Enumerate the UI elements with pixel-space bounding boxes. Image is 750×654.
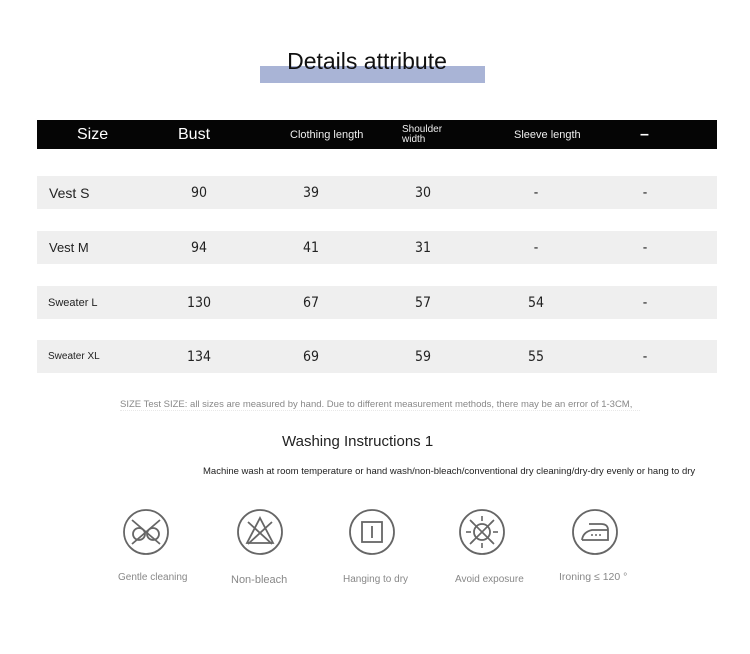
header-clothing-length: Clothing length <box>290 128 364 141</box>
table-header <box>37 120 717 149</box>
row-sleeve-length: - <box>533 184 539 201</box>
avoid-exposure-icon <box>458 508 506 556</box>
header-size: Size <box>77 125 109 143</box>
header-sleeve-length: Sleeve length <box>514 128 581 141</box>
row-bust: 94 <box>190 239 208 256</box>
row-extra: - <box>642 239 648 256</box>
row-size: Sweater XL <box>48 351 100 362</box>
row-bust: 130 <box>186 294 212 311</box>
header-shoulder-width <box>402 120 442 149</box>
washing-title: Washing Instructions 1 <box>282 433 434 450</box>
table-row <box>37 176 717 209</box>
row-clothing-length: 69 <box>302 348 320 365</box>
row-clothing-length: 67 <box>302 294 320 311</box>
divider <box>120 410 640 415</box>
row-shoulder-width: 31 <box>414 239 432 256</box>
row-extra: - <box>642 348 648 365</box>
avoid-exposure-label: Avoid exposure <box>455 574 524 585</box>
ironing-label: Ironing ≤ 120 ° <box>559 571 628 583</box>
table-row <box>37 231 717 264</box>
row-shoulder-width: 59 <box>414 348 432 365</box>
header-shoulder-width-line2: width <box>402 133 426 145</box>
gentle-cleaning-label: Gentle cleaning <box>118 572 188 583</box>
row-shoulder-width: 57 <box>414 294 432 311</box>
row-extra: - <box>642 184 648 201</box>
row-size: Vest S <box>49 184 90 201</box>
hanging-to-dry-label: Hanging to dry <box>343 574 409 585</box>
row-sleeve-length: 54 <box>527 294 545 311</box>
table-row <box>37 286 717 319</box>
washing-text: Machine wash at room temperature or hand wash/non-bleach/conventional dry cleaning/dry-dry evenly or hang to dry <box>203 466 696 477</box>
title-section <box>0 40 750 90</box>
header-bust: Bust <box>178 125 211 143</box>
row-shoulder-width: 30 <box>414 184 432 201</box>
header-shoulder-width-line1: Shoulder <box>402 123 443 135</box>
row-bust: 90 <box>190 184 208 201</box>
non-bleach-icon <box>236 508 284 556</box>
non-bleach-label: Non-bleach <box>231 574 288 586</box>
row-sleeve-length: 55 <box>527 348 545 365</box>
ironing-icon <box>571 508 619 556</box>
row-bust: 134 <box>186 348 212 365</box>
row-clothing-length: 41 <box>302 239 320 256</box>
hanging-to-dry-icon <box>348 508 396 556</box>
row-sleeve-length: - <box>533 239 539 256</box>
row-size: Vest M <box>49 240 89 255</box>
row-size: Sweater L <box>48 296 98 309</box>
size-note: SIZE Test SIZE: all sizes are measured by hand. Due to different measurement methods, there may be an error of 1-3CM, <box>120 399 633 410</box>
row-extra: - <box>642 294 648 311</box>
page-title: Details attribute <box>287 48 447 74</box>
row-clothing-length: 39 <box>302 184 320 201</box>
header-extra: – <box>640 125 649 143</box>
table-row <box>37 340 717 373</box>
gentle-cleaning-icon <box>122 508 170 556</box>
